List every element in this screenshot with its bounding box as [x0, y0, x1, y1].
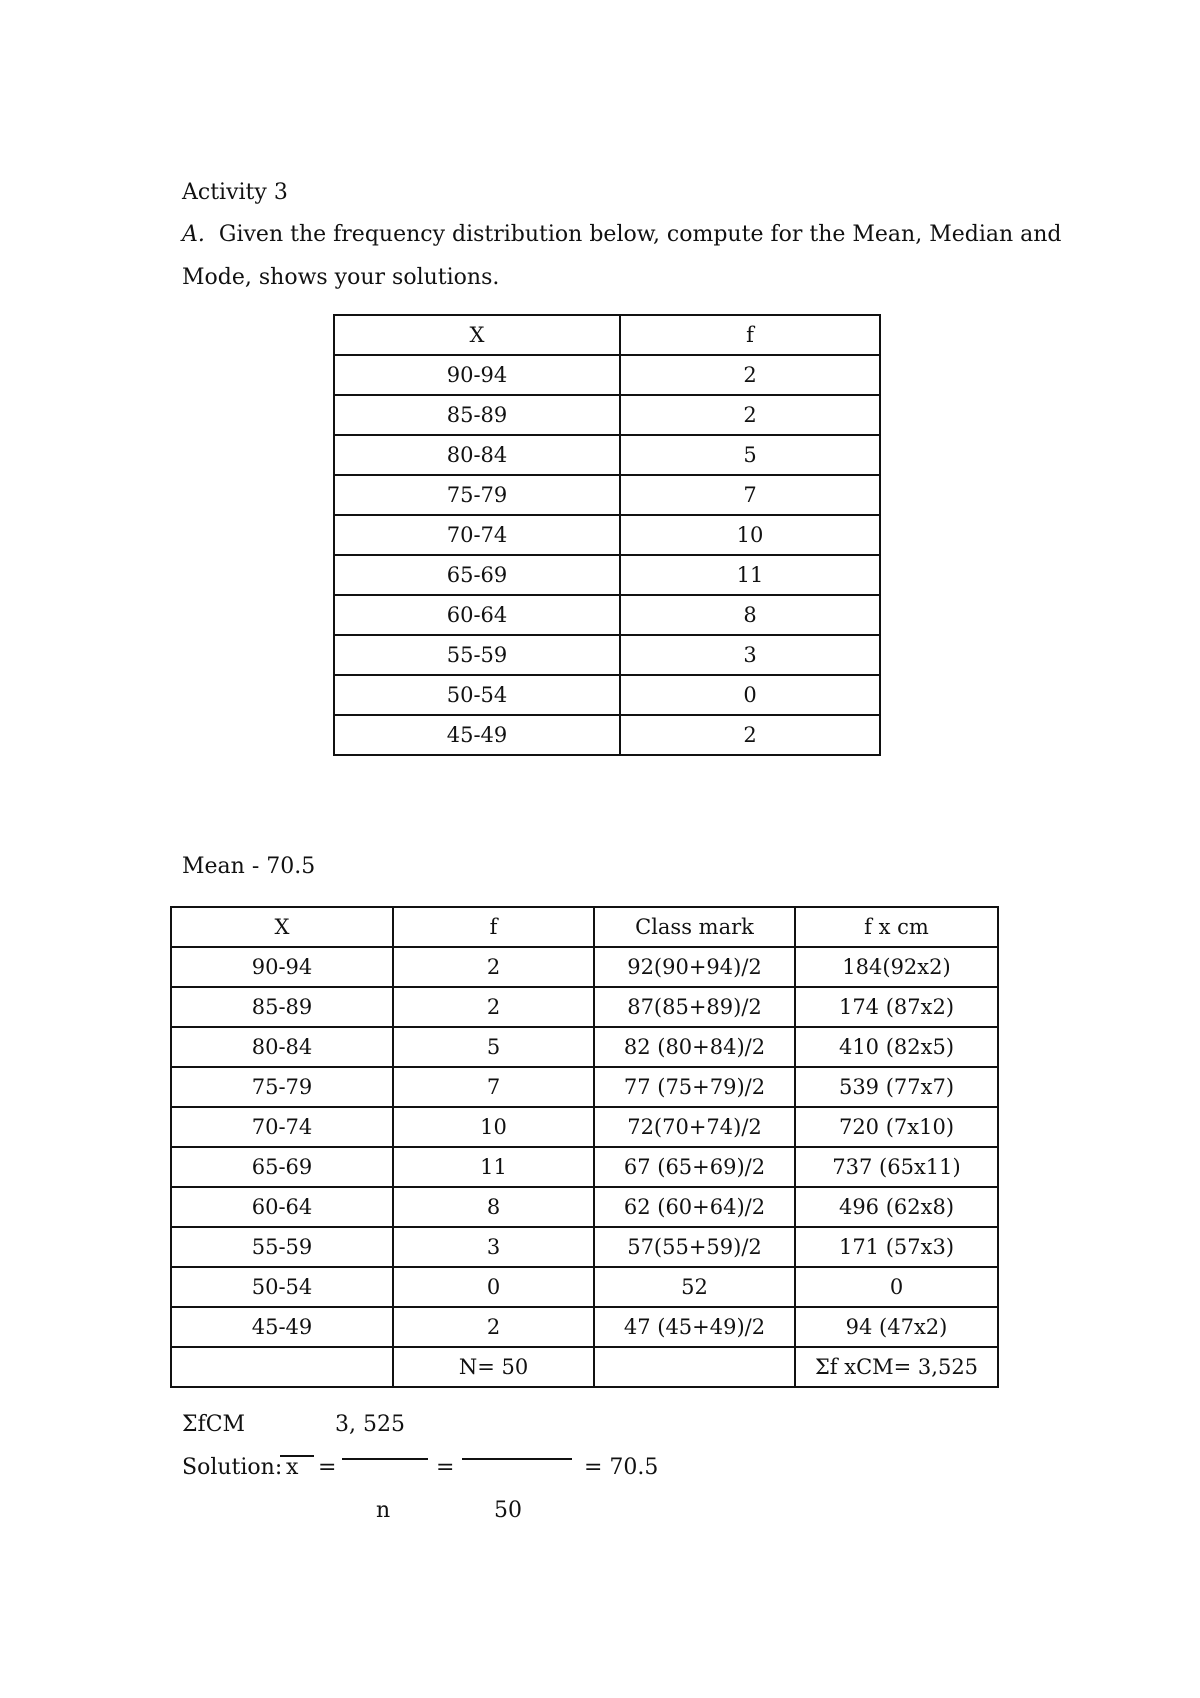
- freq-table-row: [334, 395, 880, 435]
- mean-table-cell: 3: [393, 1227, 594, 1267]
- mean-table-cell: 94 (47x2): [795, 1307, 998, 1347]
- freq-table-cell: 45-49: [334, 715, 620, 755]
- mean-table-cell: 2: [393, 987, 594, 1027]
- mean-table-cell: 47 (45+49)/2: [594, 1307, 795, 1347]
- freq-table-cell: 50-54: [334, 675, 620, 715]
- equals-sign-1: =: [318, 1455, 337, 1480]
- mean-table-cell: 0: [795, 1267, 998, 1307]
- mean-table-cell: 92(90+94)/2: [594, 947, 795, 987]
- freq-table-row: [334, 515, 880, 555]
- freq-table-row: [334, 555, 880, 595]
- mean-table-cell: 174 (87x2): [795, 987, 998, 1027]
- solution-label: Solution:: [182, 1455, 283, 1480]
- mean-table-cell: 8: [393, 1187, 594, 1227]
- mean-table-cell: 75-79: [171, 1067, 393, 1107]
- mean-table-cell: 77 (75+79)/2: [594, 1067, 795, 1107]
- mean-table-cell: N= 50: [393, 1347, 594, 1387]
- freq-table-cell: 65-69: [334, 555, 620, 595]
- freq-table-cell: 75-79: [334, 475, 620, 515]
- freq-table-row: [334, 595, 880, 635]
- freq-table-row: [334, 435, 880, 475]
- mean-table-cell: 410 (82x5): [795, 1027, 998, 1067]
- freq-table-cell: 10: [620, 515, 880, 555]
- freq-table-cell: 3: [620, 635, 880, 675]
- numerator-symbol: ΣfCM: [182, 1412, 246, 1437]
- mean-table-cell: 45-49: [171, 1307, 393, 1347]
- mean-table-cell: 85-89: [171, 987, 393, 1027]
- mean-result: = 70.5: [584, 1455, 659, 1480]
- mean-table-cell: 11: [393, 1147, 594, 1187]
- freq-table-cell: 90-94: [334, 355, 620, 395]
- freq-table-cell: 85-89: [334, 395, 620, 435]
- frequency-table: [333, 314, 881, 756]
- activity-title: Activity 3: [182, 180, 288, 205]
- freq-table-cell: 0: [620, 675, 880, 715]
- denominator-symbol: n: [376, 1498, 391, 1523]
- freq-table-cell: X: [334, 315, 620, 355]
- instruction-label: A.: [182, 222, 205, 247]
- mean-table-cell: 720 (7x10): [795, 1107, 998, 1147]
- instruction-text-1: Given the frequency distribution below, compute for the Mean, Median and: [218, 222, 1062, 247]
- denominator-value: 50: [494, 1498, 522, 1523]
- mean-table-cell: 10: [393, 1107, 594, 1147]
- freq-table-row: [334, 635, 880, 675]
- mean-table-cell: [171, 1347, 393, 1387]
- mean-table-cell: 0: [393, 1267, 594, 1307]
- freq-table-cell: 2: [620, 355, 880, 395]
- mean-table-row: [171, 1187, 998, 1227]
- mean-heading: Mean - 70.5: [182, 854, 316, 879]
- mean-table-cell: 50-54: [171, 1267, 393, 1307]
- mean-table-cell: f x cm: [795, 907, 998, 947]
- mean-table-row: [171, 1267, 998, 1307]
- numerator-value: 3, 525: [335, 1412, 405, 1437]
- instruction-line-2: Mode, shows your solutions.: [182, 265, 500, 290]
- mean-table-cell: 2: [393, 947, 594, 987]
- freq-table-cell: 2: [620, 395, 880, 435]
- freq-table-cell: 60-64: [334, 595, 620, 635]
- mean-table-row: [171, 1027, 998, 1067]
- mean-table-cell: 87(85+89)/2: [594, 987, 795, 1027]
- mean-table-row: [171, 947, 998, 987]
- mean-table-cell: 67 (65+69)/2: [594, 1147, 795, 1187]
- freq-table-cell: 7: [620, 475, 880, 515]
- mean-table-cell: 5: [393, 1027, 594, 1067]
- mean-table-row: [171, 1227, 998, 1267]
- freq-table-cell: 55-59: [334, 635, 620, 675]
- mean-table-cell: 57(55+59)/2: [594, 1227, 795, 1267]
- mean-table-cell: 65-69: [171, 1147, 393, 1187]
- mean-table-cell: 55-59: [171, 1227, 393, 1267]
- mean-table-row: [171, 987, 998, 1027]
- freq-table-row: [334, 675, 880, 715]
- freq-table-row: [334, 715, 880, 755]
- mean-table-cell: 90-94: [171, 947, 393, 987]
- mean-table-cell: 496 (62x8): [795, 1187, 998, 1227]
- freq-table-row: [334, 355, 880, 395]
- freq-table-cell: 5: [620, 435, 880, 475]
- freq-table-row: [334, 475, 880, 515]
- freq-table-cell: f: [620, 315, 880, 355]
- fraction-line-1: [342, 1458, 428, 1460]
- mean-table-cell: 52: [594, 1267, 795, 1307]
- mean-table-cell: X: [171, 907, 393, 947]
- mean-table-cell: 82 (80+84)/2: [594, 1027, 795, 1067]
- mean-table-cell: f: [393, 907, 594, 947]
- mean-table-cell: 62 (60+64)/2: [594, 1187, 795, 1227]
- mean-table-cell: 737 (65x11): [795, 1147, 998, 1187]
- mean-table-cell: 70-74: [171, 1107, 393, 1147]
- mean-table-row: [171, 1107, 998, 1147]
- freq-table-cell: 2: [620, 715, 880, 755]
- instruction-line-1: [182, 222, 1062, 248]
- mean-table-cell: 80-84: [171, 1027, 393, 1067]
- freq-table-cell: 11: [620, 555, 880, 595]
- freq-table-cell: 80-84: [334, 435, 620, 475]
- mean-table-cell: 72(70+74)/2: [594, 1107, 795, 1147]
- mean-table-totals-row: [171, 1347, 998, 1387]
- equals-sign-2: =: [436, 1455, 455, 1480]
- mean-table-cell: 60-64: [171, 1187, 393, 1227]
- mean-table-cell: 184(92x2): [795, 947, 998, 987]
- mean-table-row: [171, 1067, 998, 1107]
- mean-table-cell: 2: [393, 1307, 594, 1347]
- mean-symbol: x: [286, 1455, 299, 1480]
- mean-table-cell: Σf xCM= 3,525: [795, 1347, 998, 1387]
- fraction-line-2: [462, 1458, 572, 1460]
- freq-table-cell: 8: [620, 595, 880, 635]
- mean-table-header-row: [171, 907, 998, 947]
- mean-table-cell: 171 (57x3): [795, 1227, 998, 1267]
- mean-table-cell: 539 (77x7): [795, 1067, 998, 1107]
- mean-table-cell: Class mark: [594, 907, 795, 947]
- mean-computation-table: [170, 906, 999, 1388]
- freq-table-cell: 70-74: [334, 515, 620, 555]
- freq-table-header-row: [334, 315, 880, 355]
- mean-table-cell: 7: [393, 1067, 594, 1107]
- mean-table-cell: [594, 1347, 795, 1387]
- mean-table-row: [171, 1307, 998, 1347]
- mean-table-row: [171, 1147, 998, 1187]
